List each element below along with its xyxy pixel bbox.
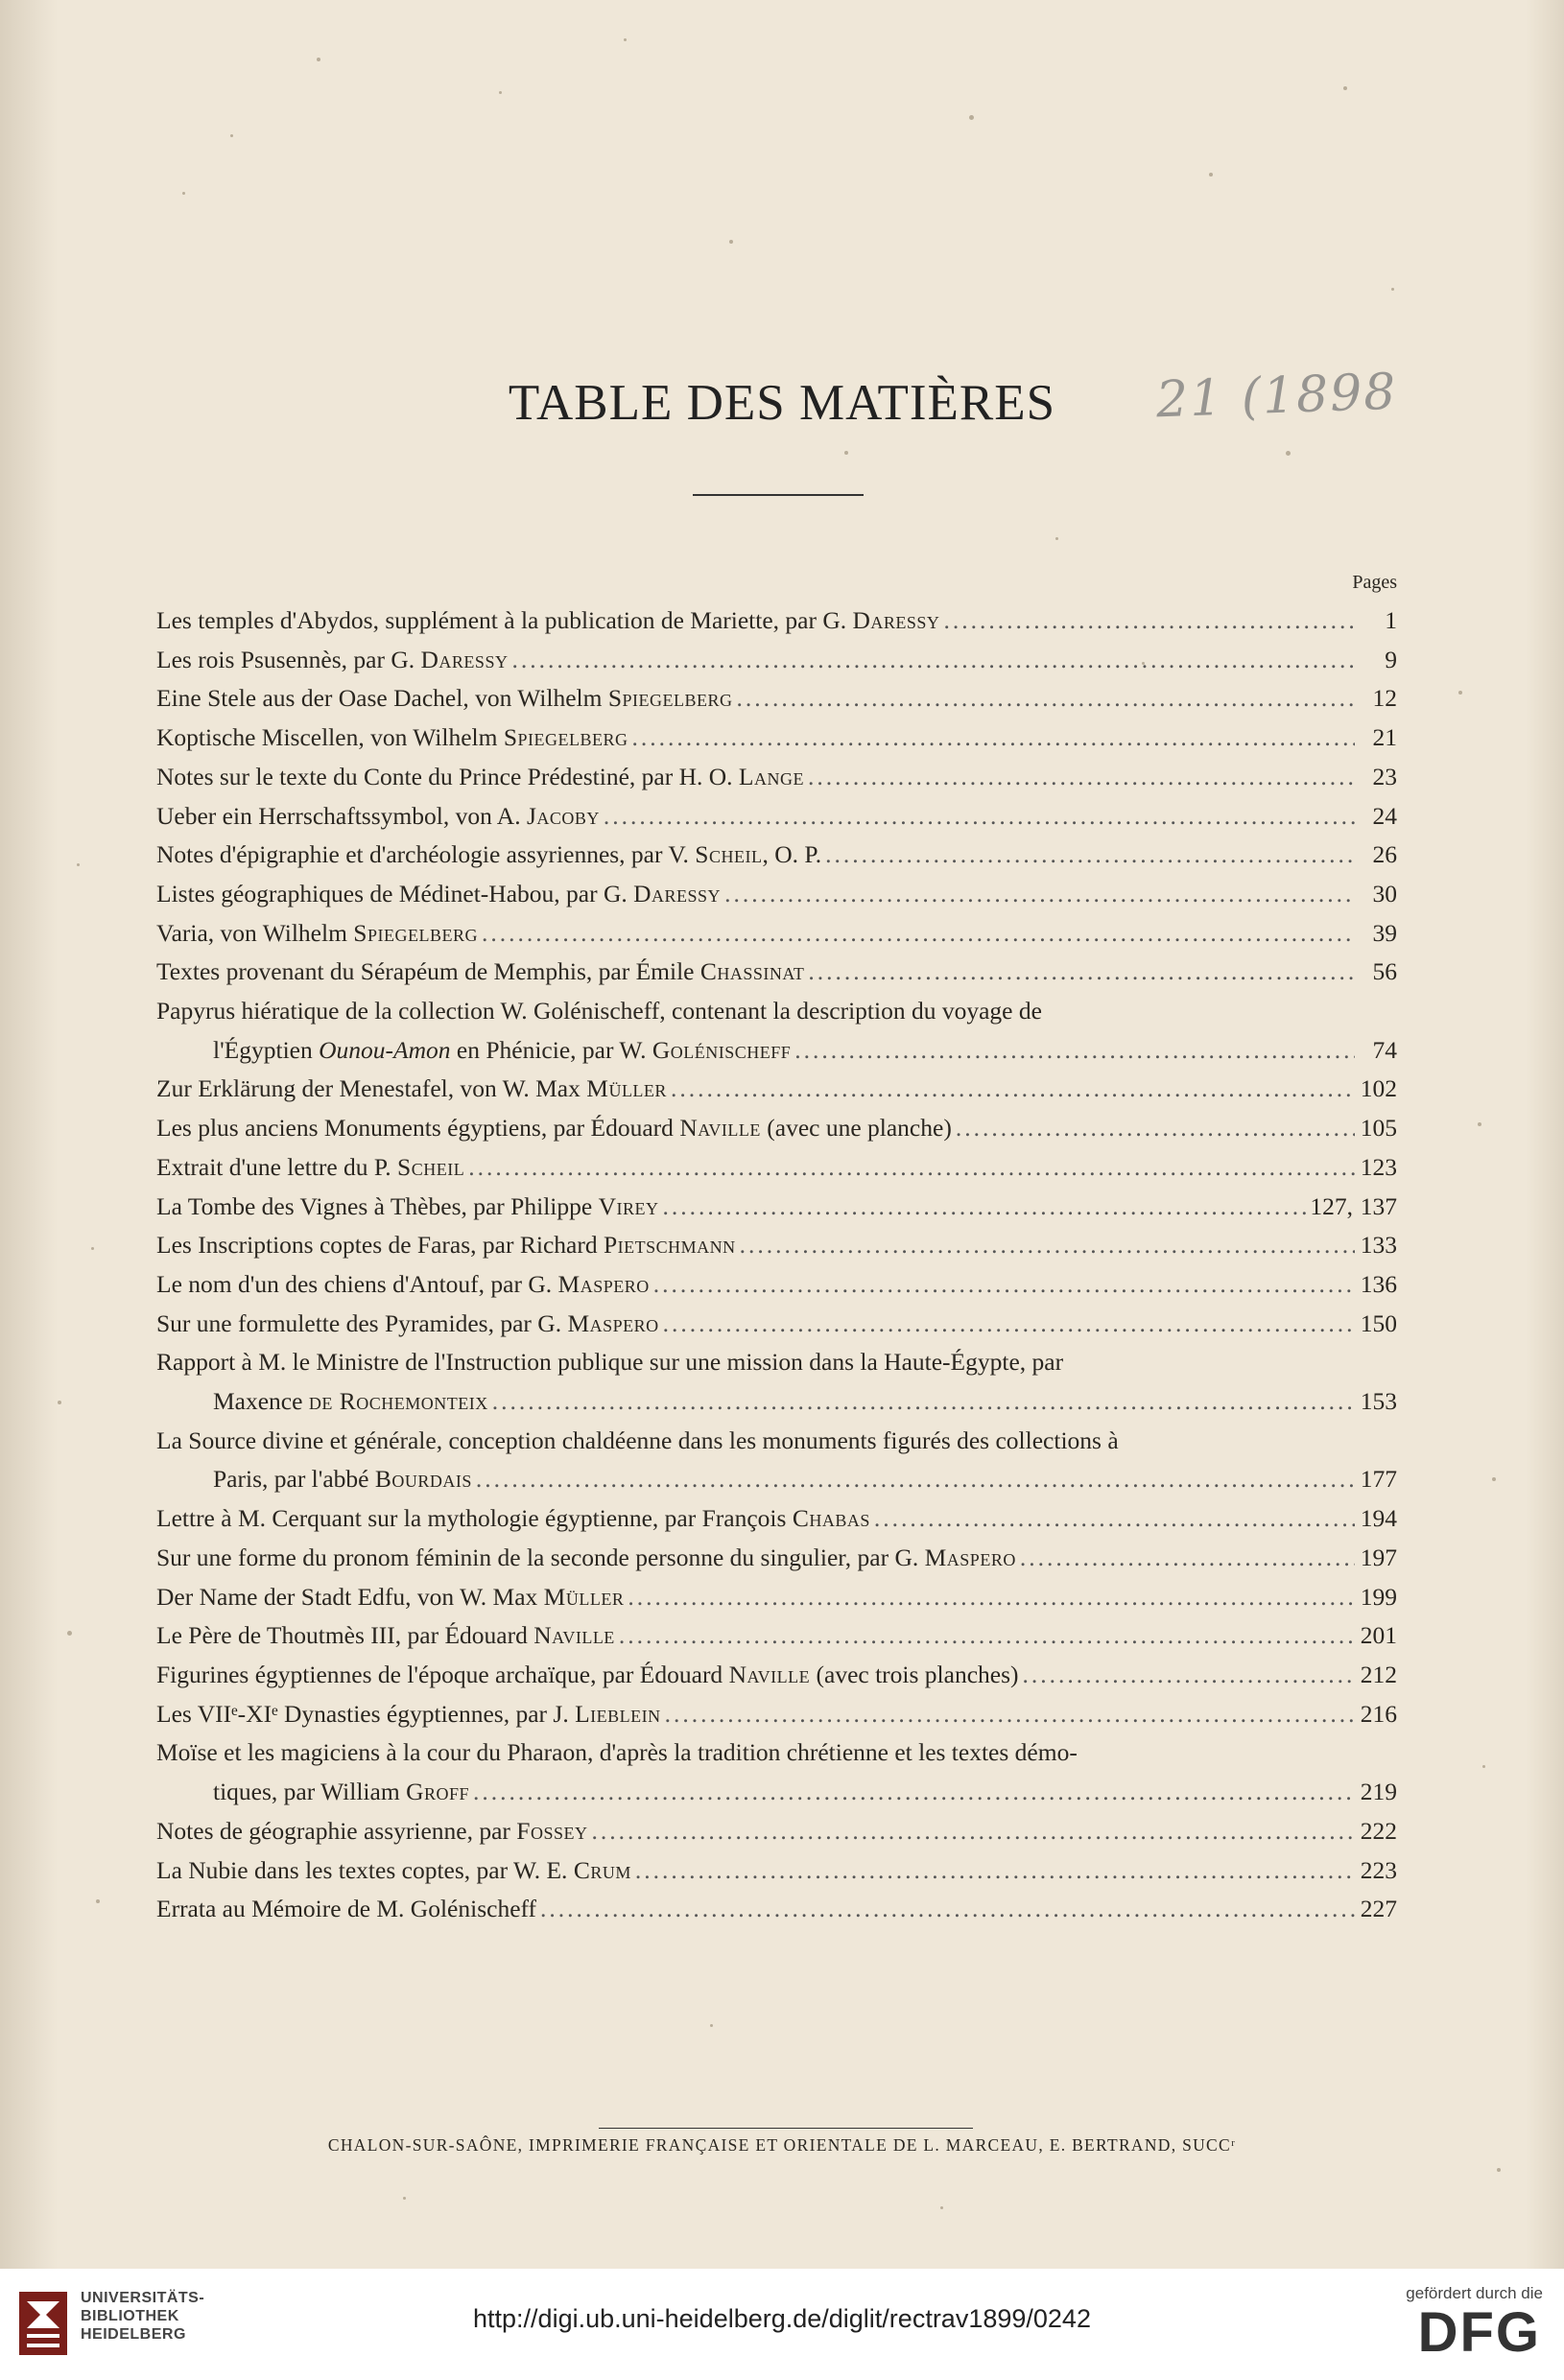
toc-entry-title xyxy=(156,1188,658,1227)
author-name: Pietschmann xyxy=(603,1231,736,1260)
author-name: de Rochemonteix xyxy=(308,1387,488,1416)
handwritten-note: 21 (1898 xyxy=(1155,363,1399,430)
entry-text: Notes sur le texte du Conte du Prince Prédestiné, par H. O. xyxy=(156,762,739,790)
toc-entry-title xyxy=(213,1460,472,1499)
page-number: 30 xyxy=(1372,879,1397,907)
paper-speck xyxy=(1343,86,1347,90)
toc-entry-title xyxy=(156,953,804,992)
leader-dots xyxy=(662,1188,1306,1227)
toc-entry-title xyxy=(156,1695,661,1734)
page-number: 153 xyxy=(1360,1387,1397,1416)
toc-entry-title xyxy=(213,1773,469,1812)
toc-entry-line xyxy=(156,1305,1397,1344)
toc-entry-line xyxy=(156,992,1397,1031)
page-number: 177 xyxy=(1360,1465,1397,1494)
page-number: 24 xyxy=(1372,801,1397,830)
author-name: Daressy xyxy=(420,645,509,673)
toc-entry xyxy=(156,1422,1397,1499)
author-name: Naville xyxy=(679,1114,761,1143)
leader-dots xyxy=(653,1265,1355,1305)
entry-italic: Ounou-Amon xyxy=(319,1035,451,1064)
paper-speck xyxy=(77,863,80,866)
author-name: Golénischeff xyxy=(652,1035,792,1064)
paper-speck xyxy=(58,1401,61,1404)
toc-entry xyxy=(156,1578,1397,1617)
toc-entry-line xyxy=(156,1422,1397,1461)
entry-text: Maxence xyxy=(213,1387,309,1416)
toc-entry xyxy=(156,1265,1397,1305)
entry-text: Les plus anciens Monuments égyptiens, par Édouard xyxy=(156,1114,680,1143)
toc-entry-title xyxy=(156,1226,736,1265)
author-name: Lieblein xyxy=(575,1699,661,1728)
toc-entry-line xyxy=(156,1539,1397,1578)
leader-dots xyxy=(632,719,1355,758)
university-name-line: HEIDELBERG xyxy=(81,2326,186,2343)
page-number: 150 xyxy=(1360,1308,1397,1337)
paper-speck xyxy=(1458,691,1462,695)
page-number: 23 xyxy=(1372,762,1397,790)
page-number: 133 xyxy=(1360,1231,1397,1260)
paper-speck xyxy=(844,451,848,455)
toc-entry-line xyxy=(156,719,1397,758)
leader-dots xyxy=(473,1773,1355,1812)
toc-entry-line xyxy=(156,1265,1397,1305)
toc-entry xyxy=(156,641,1397,680)
author-name: Virey xyxy=(598,1191,659,1220)
toc-entry-title xyxy=(156,1070,667,1109)
entry-text: Notes d'épigraphie et d'archéologie assyriennes, par V. xyxy=(156,840,696,869)
paper-speck xyxy=(1482,1765,1485,1768)
entry-text: Les temples d'Abydos, supplément à la publication de Mariette, par G. xyxy=(156,606,853,634)
toc-entry-line xyxy=(156,641,1397,680)
toc-entry-title xyxy=(156,1851,631,1891)
paper-speck xyxy=(1209,173,1213,177)
toc-entry xyxy=(156,1851,1397,1891)
author-name: Bourdais xyxy=(374,1465,472,1494)
page-number: 21 xyxy=(1372,723,1397,752)
toc-entry xyxy=(156,953,1397,992)
toc-entry xyxy=(156,1148,1397,1188)
toc-entry-line xyxy=(156,1499,1397,1539)
toc-entry-title xyxy=(156,1616,615,1656)
leader-dots xyxy=(635,1851,1355,1891)
entry-text: Paris, par l'abbé xyxy=(213,1465,375,1494)
toc-entry-title xyxy=(156,758,804,797)
entry-text: Lettre à M. Cerquant sur la mythologie égyptienne, par François xyxy=(156,1504,793,1533)
leader-dots xyxy=(737,679,1355,719)
toc-entry-line xyxy=(156,1773,1397,1812)
leader-dots xyxy=(808,758,1355,797)
toc-entry xyxy=(156,1305,1397,1344)
university-name-line: BIBLIOTHEK xyxy=(81,2308,179,2324)
author-name: Groff xyxy=(406,1778,470,1806)
page-number: 219 xyxy=(1360,1778,1397,1806)
leader-dots xyxy=(492,1382,1355,1422)
entry-text: La Tombe des Vignes à Thèbes, par Philippe xyxy=(156,1191,599,1220)
table-of-contents xyxy=(156,601,1397,1929)
toc-entry-title xyxy=(156,914,478,954)
toc-entry-line xyxy=(156,836,1397,875)
toc-entry-title xyxy=(213,1382,488,1422)
page-number: 26 xyxy=(1372,840,1397,869)
entry-text: Le Père de Thoutmès III, par Édouard xyxy=(156,1621,534,1650)
entry-text: , O. P. xyxy=(762,840,822,869)
page-number: 74 xyxy=(1372,1035,1397,1064)
toc-entry-title xyxy=(156,1148,464,1188)
leader-dots xyxy=(1020,1539,1355,1578)
toc-entry xyxy=(156,836,1397,875)
toc-entry-line xyxy=(156,758,1397,797)
leader-dots xyxy=(619,1616,1355,1656)
toc-entry xyxy=(156,1890,1397,1929)
entry-text: Listes géographiques de Médinet-Habou, par G. xyxy=(156,879,634,907)
author-name: Crum xyxy=(573,1855,631,1884)
toc-entry xyxy=(156,1812,1397,1851)
paper-speck xyxy=(710,2024,713,2027)
paper-speck xyxy=(67,1631,72,1636)
toc-entry-line xyxy=(156,1616,1397,1656)
entry-text: Notes de géographie assyrienne, par xyxy=(156,1816,517,1845)
toc-entry-title xyxy=(156,1422,1119,1461)
page-number: 227 xyxy=(1360,1895,1397,1923)
entry-text: La Source divine et générale, conception chaldéenne dans les monuments figurés des collections à xyxy=(156,1426,1119,1454)
entry-text: Les rois Psusennès, par G. xyxy=(156,645,421,673)
toc-entry-line xyxy=(156,1031,1397,1071)
toc-entry-line xyxy=(156,1733,1397,1773)
entry-text: Errata au Mémoire de M. Golénischeff xyxy=(156,1895,537,1923)
author-name: Chassinat xyxy=(699,957,805,986)
toc-entry xyxy=(156,1616,1397,1656)
entry-text: Varia, von Wilhelm xyxy=(156,918,354,947)
toc-entry-line xyxy=(156,1188,1397,1227)
entry-text: Les Inscriptions coptes de Faras, par Richard xyxy=(156,1231,604,1260)
entry-text: Textes provenant du Sérapéum de Memphis, par Émile xyxy=(156,957,700,986)
toc-entry-line xyxy=(156,1109,1397,1148)
toc-entry xyxy=(156,1539,1397,1578)
toc-entry-line xyxy=(156,1695,1397,1734)
toc-entry-title xyxy=(156,1265,650,1305)
author-name: Müller xyxy=(543,1582,625,1611)
leader-dots xyxy=(874,1499,1355,1539)
paper-speck xyxy=(91,1247,94,1250)
leader-dots xyxy=(628,1578,1355,1617)
entry-text: Papyrus hiératique de la collection W. Golénischeff, contenant la description du voyage de xyxy=(156,997,1042,1025)
entry-text: Le nom d'un des chiens d'Antouf, par G. xyxy=(156,1269,558,1298)
leader-dots xyxy=(511,641,1355,680)
paper-speck xyxy=(940,2206,943,2209)
leader-dots xyxy=(665,1695,1355,1734)
leader-dots xyxy=(808,953,1355,992)
page-number: 102 xyxy=(1360,1074,1397,1103)
entry-text: (avec trois planches) xyxy=(810,1660,1019,1688)
paper-speck xyxy=(1055,537,1058,540)
leader-dots xyxy=(476,1460,1355,1499)
author-name: Spiegelberg xyxy=(503,723,628,752)
toc-entry-title xyxy=(156,1539,1016,1578)
leader-dots xyxy=(724,875,1355,914)
toc-entry xyxy=(156,1188,1397,1227)
toc-entry-title xyxy=(156,1109,952,1148)
entry-text: Koptische Miscellen, von Wilhelm xyxy=(156,723,504,752)
author-name: Scheil xyxy=(695,840,763,869)
pages-column-label: Pages xyxy=(1352,572,1397,593)
page-number: 216 xyxy=(1360,1699,1397,1728)
imprint-divider xyxy=(599,2128,973,2129)
toc-entry-line xyxy=(156,1382,1397,1422)
paper-speck xyxy=(1492,1477,1496,1481)
toc-entry-title xyxy=(156,1578,624,1617)
printer-imprint: CHALON-SUR-SAÔNE, IMPRIMERIE FRANÇAISE ET ORIENTALE DE L. MARCEAU, E. BERTRAND, SUCCʳ xyxy=(327,2135,1237,2155)
page-number: 199 xyxy=(1360,1582,1397,1611)
toc-entry-title xyxy=(156,1499,870,1539)
author-name: Naville xyxy=(728,1660,811,1688)
page-number: 137 xyxy=(1360,1191,1397,1220)
toc-entry-line xyxy=(156,914,1397,954)
page-title: TABLE DES MATIÈRES xyxy=(508,375,1056,431)
dfg-logo: DFG xyxy=(1417,2301,1541,2364)
toc-entry xyxy=(156,914,1397,954)
toc-entry-title xyxy=(156,1733,1078,1773)
toc-entry-line xyxy=(156,1148,1397,1188)
page-number: 12 xyxy=(1372,684,1397,713)
toc-entry-line xyxy=(156,1812,1397,1851)
entry-text: Sur une forme du pronom féminin de la seconde personne du singulier, par G. xyxy=(156,1543,925,1571)
page-number: 1 xyxy=(1385,606,1397,634)
toc-entry-line xyxy=(156,1656,1397,1695)
author-name: Spiegelberg xyxy=(353,918,478,947)
entry-text: Rapport à M. le Ministre de l'Instruction publique sur une mission dans la Haute-Égypte, par xyxy=(156,1348,1064,1377)
toc-entry xyxy=(156,1070,1397,1109)
page-number: 201 xyxy=(1360,1621,1397,1650)
entry-text: Zur Erklärung der Menestafel, von W. Max xyxy=(156,1074,587,1103)
entry-text: Eine Stele aus der Oase Dachel, von Wilhelm xyxy=(156,684,608,713)
toc-entry-title xyxy=(156,601,939,641)
author-name: Fossey xyxy=(516,1816,588,1845)
entry-text: tiques, par William xyxy=(213,1778,407,1806)
toc-entry xyxy=(156,797,1397,837)
author-name: Naville xyxy=(533,1621,615,1650)
toc-entry-title xyxy=(156,836,821,875)
paper-speck xyxy=(624,38,627,41)
toc-entry-title xyxy=(156,719,628,758)
toc-entry-title xyxy=(156,992,1042,1031)
toc-entry-line xyxy=(156,679,1397,719)
toc-entry xyxy=(156,719,1397,758)
toc-entry xyxy=(156,601,1397,641)
leader-dots xyxy=(671,1070,1355,1109)
entry-text: Extrait d'une lettre du P. xyxy=(156,1152,398,1181)
entry-text: l'Égyptien xyxy=(213,1035,320,1064)
toc-entry-title xyxy=(213,1031,791,1071)
author-name: Müller xyxy=(586,1074,667,1103)
toc-entry-title xyxy=(156,641,508,680)
page-number: 9 xyxy=(1385,645,1397,673)
entry-text: en Phénicie, par W. xyxy=(450,1035,652,1064)
leader-dots xyxy=(604,797,1355,837)
author-name: Spiegelberg xyxy=(607,684,733,713)
page-number: 136 xyxy=(1360,1269,1397,1298)
author-name: Chabas xyxy=(792,1504,870,1533)
leader-dots xyxy=(825,836,1355,875)
toc-entry xyxy=(156,1226,1397,1265)
page-number: 212 xyxy=(1360,1660,1397,1688)
paper-speck xyxy=(182,192,185,195)
toc-entry xyxy=(156,875,1397,914)
leader-dots xyxy=(1023,1656,1355,1695)
toc-entry xyxy=(156,1499,1397,1539)
leader-dots xyxy=(663,1305,1355,1344)
author-name: Maspero xyxy=(567,1308,659,1337)
toc-entry-title xyxy=(156,679,733,719)
page-number: 56 xyxy=(1372,957,1397,986)
toc-entry-title xyxy=(156,1656,1019,1695)
toc-entry-line xyxy=(156,1578,1397,1617)
toc-entry xyxy=(156,992,1397,1070)
entry-text: La Nubie dans les textes coptes, par W. E. xyxy=(156,1855,574,1884)
entry-text: Les VIIᵉ-XIᵉ Dynasties égyptiennes, par J. xyxy=(156,1699,576,1728)
toc-entry-line xyxy=(156,875,1397,914)
leader-dots xyxy=(943,601,1355,641)
toc-entry xyxy=(156,1695,1397,1734)
paper-speck xyxy=(729,240,733,244)
toc-entry-title xyxy=(156,1890,536,1929)
leader-dots xyxy=(482,914,1355,954)
author-name: Jacoby xyxy=(526,801,600,830)
page-number: 197 xyxy=(1360,1543,1397,1571)
toc-entry-title xyxy=(156,1305,659,1344)
leader-dots xyxy=(591,1812,1355,1851)
toc-entry xyxy=(156,1656,1397,1695)
page-number: 222 xyxy=(1360,1816,1397,1845)
toc-entry-line xyxy=(156,1343,1397,1382)
toc-entry xyxy=(156,1109,1397,1148)
page-number: 127, xyxy=(1310,1191,1353,1220)
toc-entry-line xyxy=(156,1851,1397,1891)
page-number: 39 xyxy=(1372,918,1397,947)
toc-entry-line xyxy=(156,953,1397,992)
author-name: Maspero xyxy=(924,1543,1016,1571)
entry-text: (avec une planche) xyxy=(760,1114,952,1143)
page-number: 194 xyxy=(1360,1504,1397,1533)
paper-speck xyxy=(1391,288,1394,291)
leader-dots xyxy=(740,1226,1355,1265)
toc-entry-line xyxy=(156,1460,1397,1499)
toc-entry-line xyxy=(156,1226,1397,1265)
paper-speck xyxy=(1478,1122,1481,1126)
toc-entry-title xyxy=(156,1343,1063,1382)
toc-entry-line xyxy=(156,797,1397,837)
leader-dots xyxy=(540,1890,1355,1929)
toc-entry xyxy=(156,1343,1397,1421)
paper-speck xyxy=(969,115,974,120)
toc-entry xyxy=(156,679,1397,719)
paper-speck xyxy=(317,58,320,61)
university-name-line: UNIVERSITÄTS- xyxy=(81,2290,205,2306)
toc-entry-line xyxy=(156,1890,1397,1929)
toc-entry-title xyxy=(156,1812,587,1851)
entry-text: Der Name der Stadt Edfu, von W. Max xyxy=(156,1582,544,1611)
paper-speck xyxy=(1286,451,1291,456)
author-name: Daressy xyxy=(852,606,940,634)
page-number: 105 xyxy=(1360,1114,1397,1143)
entry-text: Moïse et les magiciens à la cour du Pharaon, d'après la tradition chrétienne et les textes démo- xyxy=(156,1738,1078,1767)
entry-text: Ueber ein Herrschaftssymbol, von A. xyxy=(156,801,527,830)
paper-speck xyxy=(499,91,502,94)
leader-dots xyxy=(794,1031,1355,1071)
title-divider xyxy=(693,494,864,496)
permalink-url[interactable]: http://digi.ub.uni-heidelberg.de/diglit/rectrav1899/0242 xyxy=(473,2304,1091,2333)
author-name: Lange xyxy=(738,762,804,790)
funded-by-label: gefördert durch die xyxy=(1406,2284,1543,2302)
author-name: Scheil xyxy=(397,1152,465,1181)
author-name: Maspero xyxy=(557,1269,650,1298)
toc-entry xyxy=(156,758,1397,797)
toc-entry-line xyxy=(156,1070,1397,1109)
leader-dots xyxy=(468,1148,1355,1188)
entry-text: Figurines égyptiennes de l'époque archaïque, par Édouard xyxy=(156,1660,729,1688)
toc-entry xyxy=(156,1733,1397,1811)
paper-speck xyxy=(96,1899,100,1903)
entry-text: Sur une formulette des Pyramides, par G. xyxy=(156,1308,568,1337)
page-number: 223 xyxy=(1360,1855,1397,1884)
toc-entry-title xyxy=(156,875,721,914)
paper-speck xyxy=(1497,2168,1501,2172)
author-name: Daressy xyxy=(633,879,722,907)
page-number: 123 xyxy=(1360,1152,1397,1181)
paper-speck xyxy=(230,134,233,137)
toc-entry-title xyxy=(156,797,600,837)
toc-entry-line xyxy=(156,601,1397,641)
leader-dots xyxy=(956,1109,1355,1148)
paper-speck xyxy=(403,2197,406,2200)
